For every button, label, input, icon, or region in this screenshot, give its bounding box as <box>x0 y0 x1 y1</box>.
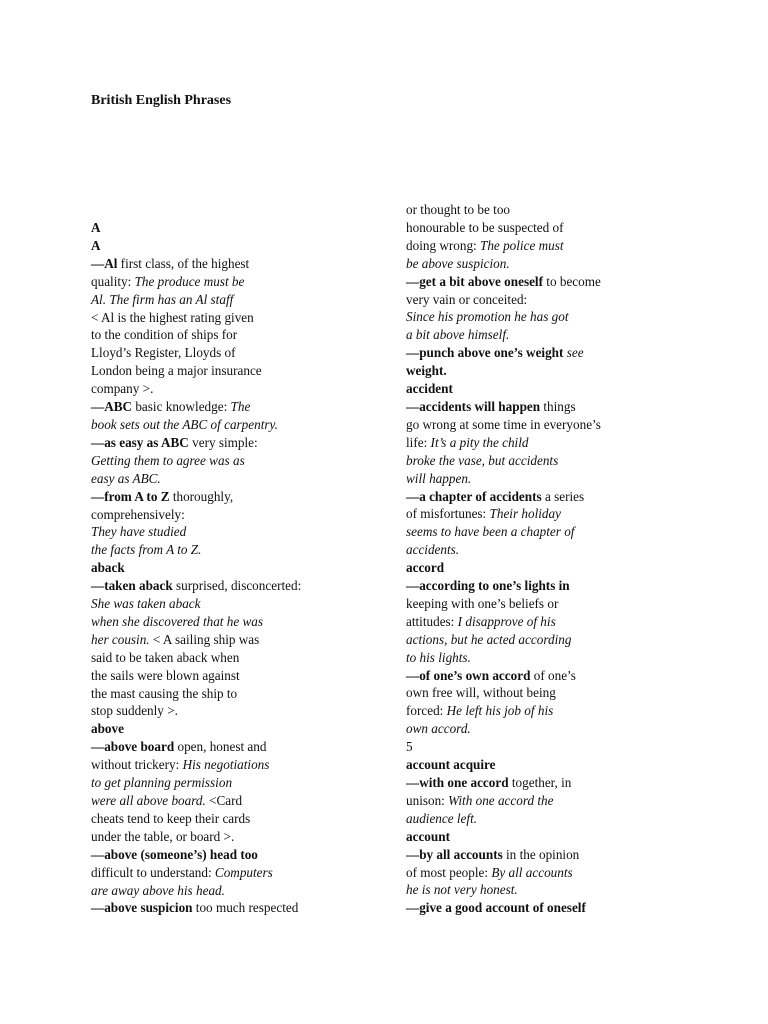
text-line <box>91 846 391 864</box>
text-line <box>91 344 391 362</box>
definition-text: thoroughly, <box>169 488 234 504</box>
text-line <box>406 684 706 702</box>
definition-text: open, honest and <box>174 739 267 755</box>
text-line <box>91 828 391 846</box>
example-text: see <box>563 345 584 361</box>
text-line <box>91 756 391 774</box>
example-text: will happen. <box>406 470 472 486</box>
definition-text: together, in <box>508 775 572 790</box>
right-column <box>406 201 706 917</box>
example-text: are away above his head. <box>91 882 225 898</box>
text-line <box>91 470 391 488</box>
text-line <box>91 667 391 685</box>
text-line <box>406 577 706 595</box>
headword-text: A <box>91 237 101 253</box>
headword-text: accident <box>406 381 453 397</box>
text-line <box>406 237 706 255</box>
text-line <box>91 523 391 541</box>
definition-text: doing wrong: <box>406 237 480 253</box>
definition-text: very simple: <box>188 434 258 450</box>
definition-text: very vain or conceited: <box>406 291 528 307</box>
text-line <box>91 792 391 810</box>
definition-text: Lloyd’s Register, Lloyds of <box>91 345 236 361</box>
text-line <box>91 738 391 756</box>
headword-text: —get a bit above oneself <box>406 273 543 289</box>
text-line <box>91 237 391 255</box>
definition-text: surprised, disconcerted: <box>172 578 302 594</box>
headword-text: account acquire <box>406 757 496 773</box>
definition-text: first class, of the highest <box>117 255 250 271</box>
headword-text: —a chapter of accidents <box>406 488 542 504</box>
text-line <box>91 631 391 649</box>
example-text: be above suspicion. <box>406 255 510 271</box>
headword-text: —give a good account of oneself <box>406 900 586 916</box>
definition-text: said to be taken aback when <box>91 649 240 665</box>
text-line <box>91 882 391 900</box>
headword-text: —from A to Z <box>91 488 170 504</box>
definition-text: London being a major insurance <box>91 363 262 379</box>
text-line <box>406 613 706 631</box>
example-text: when she discovered that he was <box>91 613 264 629</box>
example-text: book sets out the ABC of carpentry. <box>91 416 278 432</box>
text-line <box>91 899 391 917</box>
text-line <box>406 523 706 541</box>
text-line <box>91 326 391 344</box>
example-text: seems to have been a chapter of <box>406 524 575 540</box>
text-line <box>406 774 706 792</box>
text-line <box>91 506 391 524</box>
example-text: he is not very honest. <box>406 882 518 898</box>
text-line <box>406 308 706 326</box>
example-text: actions, but he acted according <box>406 631 572 647</box>
text-line <box>406 864 706 882</box>
definition-text: of misfortunes: <box>406 506 490 522</box>
example-text: Al. The firm has an Al staff <box>91 291 234 307</box>
headword-text: —taken aback <box>91 578 173 594</box>
text-line <box>406 828 706 846</box>
example-text: His negotiations <box>182 757 270 773</box>
headword-text: —by all accounts <box>406 846 503 862</box>
example-text: It’s a pity the child <box>430 434 529 450</box>
definition-text: go wrong at some time in everyone’s <box>406 416 601 432</box>
example-text: a bit above himself. <box>406 327 510 343</box>
text-line <box>91 255 391 273</box>
text-line <box>406 881 706 899</box>
definition-text: <Card <box>205 793 243 808</box>
text-line <box>406 470 706 488</box>
text-line <box>406 255 706 273</box>
definition-text: a series <box>541 488 585 504</box>
text-line <box>91 864 391 882</box>
example-text: Since his promotion he has got <box>406 309 569 325</box>
headword-text: —with one accord <box>406 775 509 790</box>
definition-text: 5 <box>406 739 413 755</box>
text-line <box>406 667 706 685</box>
definition-text: of one’s <box>530 667 576 683</box>
definition-text: difficult to understand: <box>91 864 215 880</box>
text-line <box>91 541 391 559</box>
left-column <box>91 219 391 917</box>
text-line <box>406 362 706 380</box>
headword-text: —Al <box>91 255 118 271</box>
example-text: Getting them to agree was as <box>91 452 245 468</box>
headword-text: —punch above one’s weight <box>406 345 564 361</box>
example-text: were all above board. <box>91 793 206 808</box>
text-line <box>91 291 391 309</box>
definition-text: to the condition of ships for <box>91 327 238 343</box>
text-line <box>406 631 706 649</box>
text-line <box>91 434 391 452</box>
text-line <box>406 201 706 219</box>
headword-text: weight. <box>406 363 447 379</box>
text-line <box>406 416 706 434</box>
text-line <box>91 595 391 613</box>
text-line <box>406 488 706 506</box>
text-line <box>91 685 391 703</box>
headword-text: accord <box>406 560 445 576</box>
example-text: audience left. <box>406 810 478 826</box>
text-line <box>406 702 706 720</box>
definition-text: cheats tend to keep their cards <box>91 810 251 826</box>
example-text: to get planning permission <box>91 775 233 791</box>
text-line <box>406 291 706 309</box>
text-line <box>406 505 706 523</box>
text-line <box>406 846 706 864</box>
text-line <box>91 416 391 434</box>
text-line <box>406 273 706 291</box>
definition-text: without trickery: <box>91 757 183 773</box>
text-line <box>406 541 706 559</box>
example-text: Computers <box>214 864 273 880</box>
definition-text: under the table, or board >. <box>91 828 235 844</box>
headword-text: aback <box>91 560 125 576</box>
text-line <box>91 702 391 720</box>
example-text: She was taken aback <box>91 596 201 612</box>
text-line <box>406 720 706 738</box>
example-text: her cousin. <box>91 631 150 647</box>
example-text: He left his job of his <box>446 703 554 719</box>
text-line <box>406 792 706 810</box>
definition-text: company >. <box>91 381 154 397</box>
definition-text: or thought to be too <box>406 202 511 217</box>
definition-text: stop suddenly >. <box>91 703 178 719</box>
headword-text: —ABC <box>91 399 133 415</box>
text-line <box>406 810 706 828</box>
definition-text: keeping with one’s beliefs or <box>406 595 559 611</box>
headword-text: —of one’s own accord <box>406 667 531 683</box>
text-line <box>406 326 706 344</box>
text-line <box>91 649 391 667</box>
text-line <box>406 344 706 362</box>
example-text: broke the vase, but accidents <box>406 452 559 468</box>
definition-text: < A sailing ship was <box>149 631 260 647</box>
example-text: I disapprove of his <box>457 613 556 629</box>
text-line <box>91 613 391 631</box>
definition-text: things <box>540 398 576 414</box>
text-line <box>406 452 706 470</box>
text-line <box>406 380 706 398</box>
text-line <box>406 559 706 577</box>
definition-text: the sails were blown against <box>91 667 240 683</box>
definition-text: quality: <box>91 273 135 289</box>
text-line <box>406 595 706 613</box>
text-line <box>91 577 391 595</box>
headword-text: —above suspicion <box>91 900 193 916</box>
definition-text: honourable to be suspected of <box>406 219 564 235</box>
example-text: the facts from A to Z. <box>91 542 202 558</box>
definition-text: to become <box>543 273 601 289</box>
headword-text: A <box>91 220 101 235</box>
definition-text: life: <box>406 434 431 450</box>
text-line <box>91 362 391 380</box>
text-line <box>91 774 391 792</box>
example-text: The produce must be <box>134 273 245 289</box>
example-text: The <box>230 399 251 415</box>
definition-text: comprehensively: <box>91 506 185 522</box>
headword-text: account <box>406 828 450 844</box>
headword-text: —above (someone’s) head too <box>91 846 258 862</box>
example-text: Their holiday <box>489 506 561 522</box>
text-line <box>406 398 706 416</box>
text-line <box>406 756 706 774</box>
example-text: to his lights. <box>406 649 471 665</box>
definition-text: the mast causing the ship to <box>91 685 238 701</box>
text-line <box>91 309 391 327</box>
definition-text: own free will, without being <box>406 685 556 701</box>
definition-text: attitudes: <box>406 613 458 629</box>
definition-text: in the opinion <box>502 846 580 862</box>
definition-text: forced: <box>406 703 447 719</box>
headword-text: above <box>91 721 124 737</box>
text-line <box>91 398 391 416</box>
text-line <box>406 649 706 667</box>
example-text: own accord. <box>406 721 471 737</box>
definition-text: unison: <box>406 792 449 808</box>
example-text: The police must <box>480 237 564 253</box>
example-text: easy as ABC. <box>91 470 161 486</box>
example-text: accidents. <box>406 542 460 558</box>
headword-text: —above board <box>91 739 175 755</box>
example-text: By all accounts <box>491 864 573 880</box>
text-line <box>406 899 706 917</box>
example-text: With one accord the <box>448 792 554 808</box>
text-line <box>406 434 706 452</box>
text-line <box>91 559 391 577</box>
page-title: British English Phrases <box>91 93 232 108</box>
text-line <box>91 488 391 506</box>
definition-text: too much respected <box>192 900 299 916</box>
text-line <box>91 273 391 291</box>
definition-text: of most people: <box>406 864 492 880</box>
text-line <box>91 219 391 237</box>
text-line <box>406 738 706 756</box>
headword-text: —as easy as ABC <box>91 434 189 450</box>
text-line <box>91 380 391 398</box>
definition-text: < Al is the highest rating given <box>91 309 254 325</box>
headword-text: —accidents will happen <box>406 398 541 414</box>
headword-text: —according to one’s lights in <box>406 578 570 594</box>
text-line <box>406 219 706 237</box>
definition-text: basic knowledge: <box>132 399 231 415</box>
text-line <box>91 720 391 738</box>
text-line <box>91 810 391 828</box>
example-text: They have studied <box>91 524 187 540</box>
text-line <box>91 452 391 470</box>
